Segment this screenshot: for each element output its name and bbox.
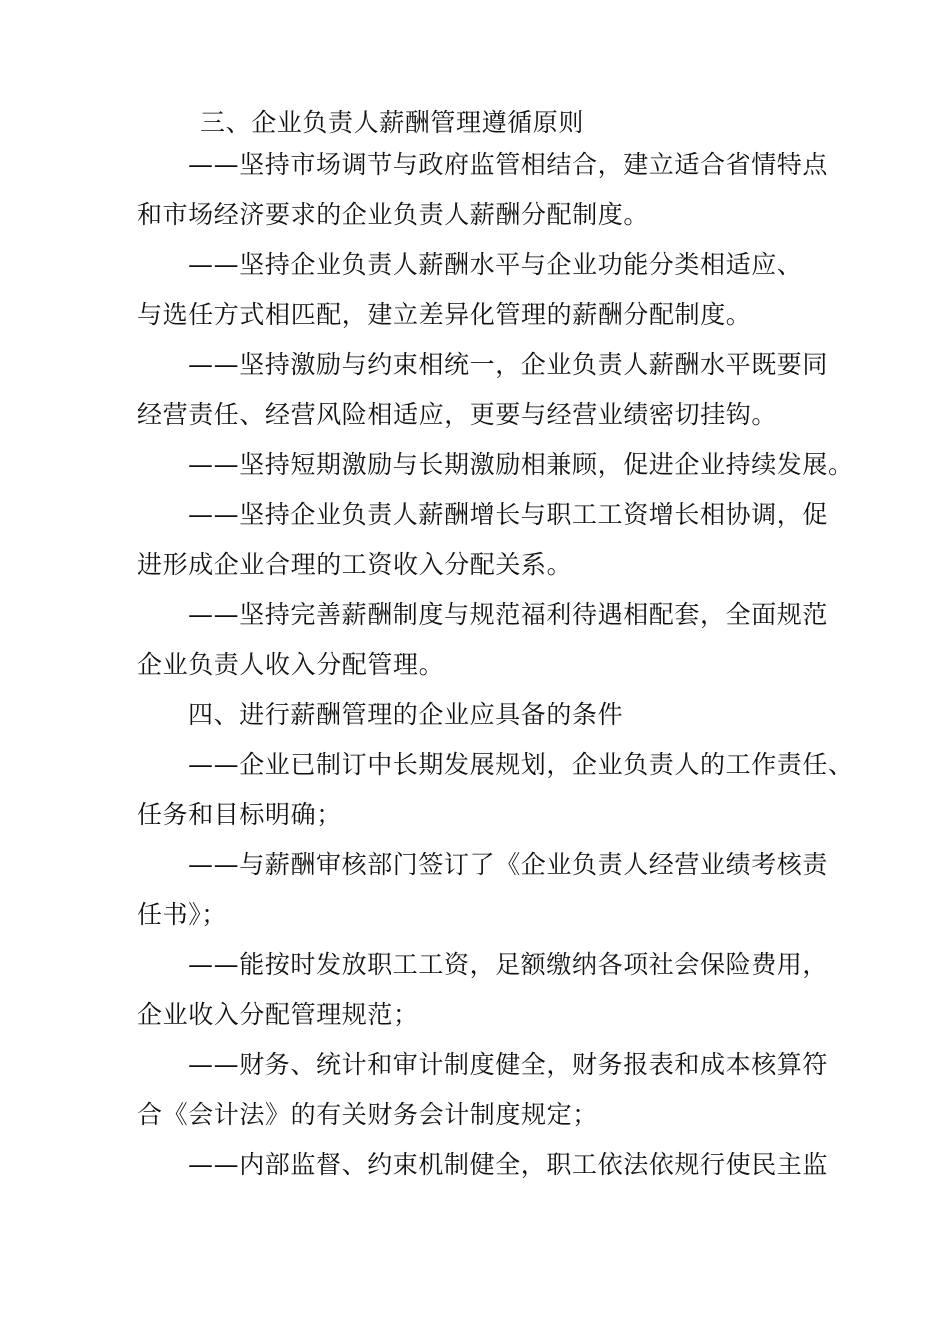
section3-item6-line2: 企业负责人收入分配管理。	[137, 650, 445, 679]
section4-item2-line2: 任书》；	[137, 900, 227, 929]
section4-item4-line2: 合《会计法》的有关财务会计制度规定；	[137, 1100, 598, 1129]
section4-item3-line1: ——能按时发放职工工资，足额缴纳各项社会保险费用，	[188, 950, 829, 979]
section3-item3-line2: 经营责任、经营风险相适应，更要与经营业绩密切挂钩。	[137, 400, 778, 429]
section3-item5-line2: 进形成企业合理的工资收入分配关系。	[137, 550, 573, 579]
section4-item3-line2: 企业收入分配管理规范；	[137, 1000, 419, 1029]
section3-item1-line1: ——坚持市场调节与政府监管相结合，建立适合省情特点	[188, 150, 829, 179]
section4-item1-line1: ——企业已制订中长期发展规划，企业负责人的工作责任、	[188, 750, 854, 779]
section3-item2-line1: ——坚持企业负责人薪酬水平与企业功能分类相适应、	[188, 250, 803, 279]
section3-item5-line1: ——坚持企业负责人薪酬增长与职工工资增长相协调，促	[188, 500, 829, 529]
section4-item5-line1: ——内部监督、约束机制健全，职工依法依规行使民主监	[188, 1150, 829, 1179]
section3-item2-line2: 与选任方式相匹配，建立差异化管理的薪酬分配制度。	[137, 300, 752, 329]
section3-item6-line1: ——坚持完善薪酬制度与规范福利待遇相配套，全面规范	[188, 600, 829, 629]
section4-item2-line1: ——与薪酬审核部门签订了《企业负责人经营业绩考核责	[188, 850, 829, 879]
section3-item3-line1: ——坚持激励与约束相统一，企业负责人薪酬水平既要同	[188, 350, 829, 379]
section3-item4-line1: ——坚持短期激励与长期激励相兼顾，促进企业持续发展。	[188, 450, 854, 479]
section4-item1-line2: 任务和目标明确；	[137, 800, 342, 829]
section3-heading: 三、企业负责人薪酬管理遵循原则	[200, 108, 585, 137]
section4-heading: 四、进行薪酬管理的企业应具备的条件	[188, 700, 624, 729]
section4-item4-line1: ——财务、统计和审计制度健全，财务报表和成本核算符	[188, 1050, 829, 1079]
section3-item1-line2: 和市场经济要求的企业负责人薪酬分配制度。	[137, 200, 650, 229]
